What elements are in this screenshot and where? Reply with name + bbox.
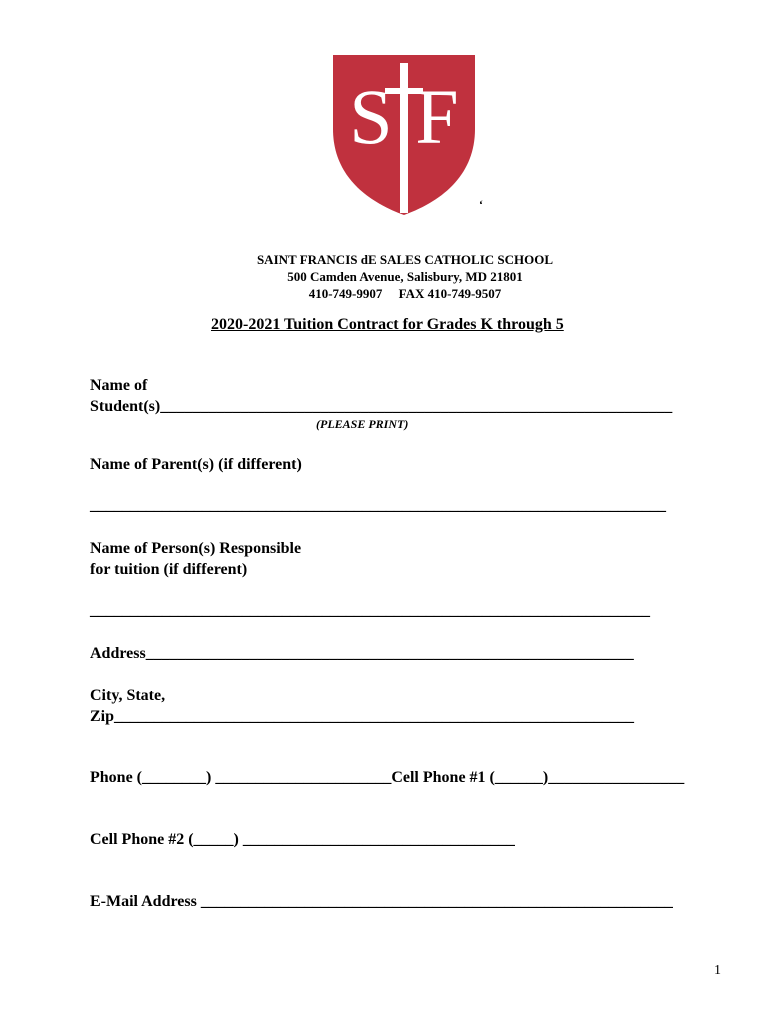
- zip-field[interactable]: Zip_________________________________________________________________: [90, 708, 635, 725]
- cell-phone-2-field[interactable]: Cell Phone #2 (_____) __________________________________: [90, 831, 515, 848]
- page-number: 1: [714, 963, 721, 978]
- cross-vertical: [400, 63, 408, 213]
- stray-mark: ‘: [479, 197, 483, 211]
- document-title: 2020-2021 Tuition Contract for Grades K through 5: [211, 316, 564, 333]
- parent-name-field[interactable]: ________________________________________________________________________: [90, 497, 666, 514]
- student-name-field[interactable]: Student(s)________________________________________________________________: [90, 398, 673, 415]
- student-label: Name of: [90, 377, 148, 394]
- address-field[interactable]: Address_____________________________________________________________: [90, 645, 634, 662]
- logo-letter-f: F: [415, 73, 459, 160]
- please-print-note: (PLEASE PRINT): [316, 417, 409, 431]
- phone-field[interactable]: Phone (________) ______________________Cell Phone #1 (______)_________________: [90, 769, 685, 786]
- responsible-name-field[interactable]: ______________________________________________________________________: [90, 602, 650, 619]
- school-address: 500 Camden Avenue, Salisbury, MD 21801: [287, 269, 523, 284]
- responsible-label: Name of Person(s) Responsible: [90, 540, 302, 557]
- school-name: SAINT FRANCIS dE SALES CATHOLIC SCHOOL: [256, 252, 554, 267]
- email-field[interactable]: E-Mail Address ___________________________________________________________: [90, 893, 673, 910]
- parent-label: Name of Parent(s) (if different): [90, 456, 302, 473]
- school-logo: [333, 55, 475, 215]
- school-phones: 410-749-9907 FAX 410-749-9507: [308, 286, 502, 301]
- city-state-label: City, State,: [90, 687, 166, 704]
- responsible-label-2: for tuition (if different): [90, 561, 248, 578]
- logo-letter-s: S: [349, 73, 393, 160]
